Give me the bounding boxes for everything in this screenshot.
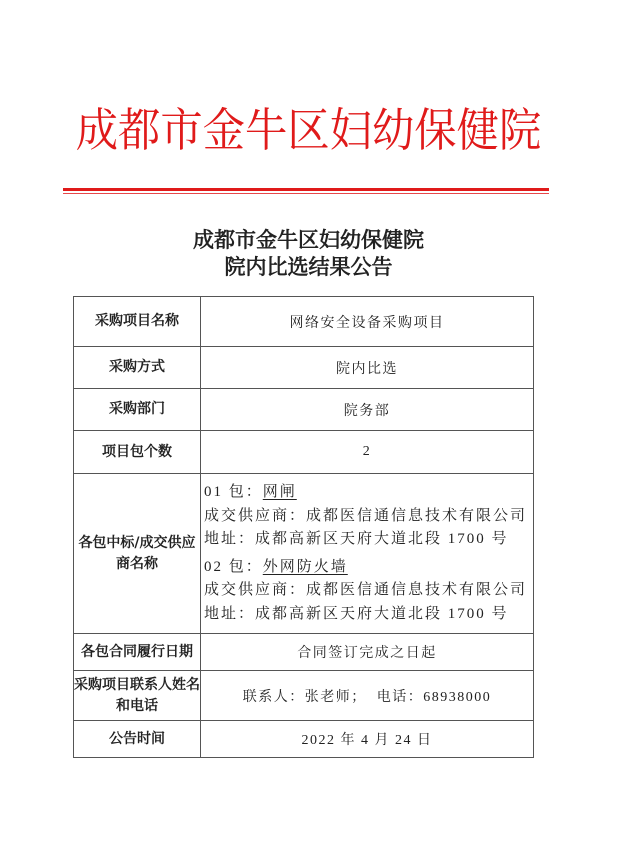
package-02-name: 外网防火墙 [262,558,348,575]
table-row [74,389,534,431]
package-02 [204,556,533,627]
document-title [0,226,617,280]
table-row [74,431,534,474]
row-value-department: 院务部 [201,389,534,431]
package-01 [204,481,533,552]
package-01-heading [204,481,533,505]
letterhead-divider-thin [63,193,549,194]
row-label-package-count: 项目包个数 [74,431,201,474]
table-row [74,347,534,389]
row-label-contact: 采购项目联系人姓名和电话 [74,671,201,721]
package-02-prefix: 02 包： [204,558,263,575]
row-value-announcement-date: 2022 年 4 月 24 日 [201,721,534,758]
letterhead-org-name: 成都市金牛区妇幼保健院 [75,103,542,157]
package-02-heading [204,556,533,580]
row-label-department: 采购部门 [74,389,201,431]
row-value-contact: 联系人：张老师； 电话：68938000 [201,671,534,721]
row-value-contract-date: 合同签订完成之日起 [201,634,534,671]
result-table [73,296,534,758]
table-row [74,671,534,721]
package-01-address: 地址：成都高新区天府大道北段 1700 号 [204,531,509,547]
table-row [74,297,534,347]
document-title-line1: 成都市金牛区妇幼保健院 [193,227,424,252]
row-label-contract-date: 各包合同履行日期 [74,634,201,671]
row-label-winning-suppliers: 各包中标/成交供应商名称 [74,474,201,634]
document-title-line2: 院内比选结果公告 [224,254,393,279]
row-value-procurement-method: 院内比选 [201,347,534,389]
package-01-name: 网闸 [262,484,297,500]
package-02-supplier: 成交供应商：成都医信通信息技术有限公司 [204,582,528,598]
package-01-prefix: 01 包： [204,484,263,500]
row-label-procurement-method: 采购方式 [74,347,201,389]
row-value-project-name: 网络安全设备采购项目 [201,297,534,347]
letterhead-divider-thick [63,188,549,191]
package-01-supplier: 成交供应商：成都医信通信息技术有限公司 [204,507,528,524]
row-value-winning-suppliers [201,474,534,634]
table-row [74,634,534,671]
row-label-announcement-date: 公告时间 [74,721,201,758]
row-value-package-count: 2 [201,431,534,474]
package-02-address: 地址：成都高新区天府大道北段 1700 号 [204,605,509,622]
row-label-project-name: 采购项目名称 [74,297,201,347]
table-row [74,721,534,758]
table-row [74,474,534,634]
